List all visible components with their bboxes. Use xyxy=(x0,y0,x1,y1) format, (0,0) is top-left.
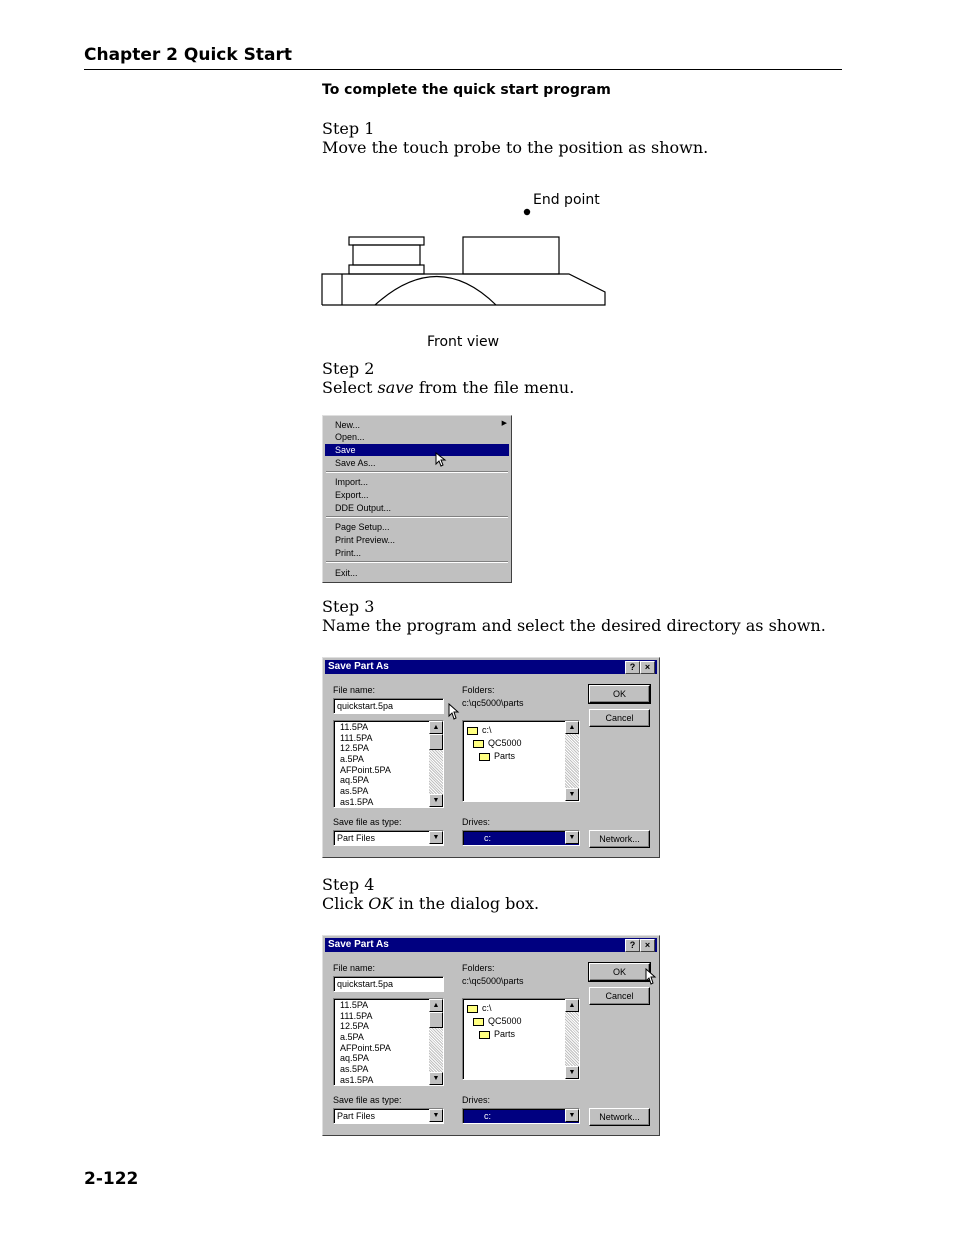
scroll-up-icon[interactable]: ▲ xyxy=(565,999,579,1012)
scroll-thumb[interactable] xyxy=(429,1012,443,1028)
menu-item-save[interactable]: Save xyxy=(325,444,509,456)
folder-item-root[interactable]: c:\ xyxy=(467,724,492,736)
chevron-down-icon[interactable]: ▼ xyxy=(565,1109,579,1122)
network-button[interactable]: Network... xyxy=(589,1108,650,1126)
list-item[interactable]: 12.5PA xyxy=(340,743,369,754)
step-2 xyxy=(322,359,574,397)
close-button[interactable]: × xyxy=(640,661,655,674)
folders-path: c:\qc5000\parts xyxy=(462,976,524,986)
list-item[interactable]: a.5PA xyxy=(340,1032,364,1043)
scroll-down-icon[interactable]: ▼ xyxy=(429,1072,443,1085)
menu-item-import[interactable]: Import... xyxy=(335,477,369,487)
menu-item-exit[interactable]: Exit... xyxy=(335,568,358,578)
menu-item-page-setup[interactable]: Page Setup... xyxy=(335,522,390,532)
scroll-up-icon[interactable]: ▲ xyxy=(429,999,443,1012)
list-item[interactable]: aq.5PA xyxy=(340,775,369,786)
menu-item-dde-output[interactable]: DDE Output... xyxy=(335,503,392,513)
menu-item-save-as[interactable]: Save As... xyxy=(335,458,376,468)
folder-open-icon xyxy=(479,753,490,761)
folder-item-qc5000[interactable]: QC5000 xyxy=(473,737,522,749)
folder-tree-scrollbar[interactable] xyxy=(565,721,579,801)
list-item[interactable]: as.5PA xyxy=(340,786,369,797)
help-button[interactable]: ? xyxy=(625,939,640,952)
cancel-button[interactable]: Cancel xyxy=(589,709,650,727)
menu-item-export[interactable]: Export... xyxy=(335,490,369,500)
mouse-pointer-icon xyxy=(448,703,460,721)
page-number: 2-122 xyxy=(84,1169,139,1189)
folder-tree[interactable] xyxy=(462,720,580,802)
scroll-down-icon[interactable]: ▼ xyxy=(565,788,579,801)
chapter-header: Chapter 2 Quick Start xyxy=(84,45,292,65)
drives-label: Drives: xyxy=(462,817,491,827)
file-list[interactable] xyxy=(333,998,444,1086)
folders-path: c:\qc5000\parts xyxy=(462,698,524,708)
network-button[interactable]: Network... xyxy=(589,830,650,848)
front-view-caption: Front view xyxy=(427,334,500,350)
list-item[interactable]: 12.5PA xyxy=(340,1021,369,1032)
step-2-text: Select save from the file menu. xyxy=(322,378,575,397)
drives-select[interactable]: c: ▼ xyxy=(462,830,580,846)
file-name-label: File name: xyxy=(333,963,376,973)
mouse-pointer-icon xyxy=(645,968,657,986)
file-name-label: File name: xyxy=(333,685,376,695)
list-item[interactable]: 11.5PA xyxy=(340,722,369,732)
scroll-down-icon[interactable]: ▼ xyxy=(565,1066,579,1079)
menu-separator xyxy=(326,516,508,518)
help-button[interactable]: ? xyxy=(625,661,640,674)
folders-label: Folders: xyxy=(462,685,495,695)
folder-item-root[interactable]: c:\ xyxy=(467,1002,492,1014)
dialog-title-bar xyxy=(325,660,657,674)
list-item[interactable]: AFPoint.5PA xyxy=(340,1042,391,1053)
dialog-title: Save Part As xyxy=(328,661,389,672)
chevron-down-icon[interactable]: ▼ xyxy=(565,831,579,844)
folder-item-parts[interactable]: Parts xyxy=(479,1028,515,1040)
submenu-arrow-icon: ▶ xyxy=(501,420,507,427)
step-4-label: Step 4 xyxy=(322,875,375,894)
save-type-select[interactable]: Part Files ▼ xyxy=(333,830,444,846)
step-4-text: Click OK in the dialog box. xyxy=(322,894,540,913)
list-item[interactable]: aq.5PA xyxy=(340,1053,369,1064)
end-point-dot xyxy=(524,209,530,215)
dialog-title-bar xyxy=(325,938,657,952)
chevron-down-icon[interactable]: ▼ xyxy=(429,1109,443,1122)
menu-item-print[interactable]: Print... xyxy=(335,548,362,558)
close-button[interactable]: × xyxy=(640,939,655,952)
save-type-select[interactable]: Part Files ▼ xyxy=(333,1108,444,1124)
folder-tree-scrollbar[interactable] xyxy=(565,999,579,1079)
mouse-pointer-icon xyxy=(435,452,447,468)
save-type-label: Save file as type: xyxy=(333,1095,402,1105)
list-item[interactable]: 111.5PA xyxy=(340,732,373,743)
chevron-down-icon[interactable]: ▼ xyxy=(429,831,443,844)
section-title: To complete the quick start program xyxy=(322,82,611,98)
ok-button[interactable]: OK xyxy=(589,963,650,981)
file-list[interactable] xyxy=(333,720,444,808)
cancel-button[interactable]: Cancel xyxy=(589,987,650,1005)
save-type-label: Save file as type: xyxy=(333,817,402,827)
step-4 xyxy=(322,875,539,913)
step-3-text: Name the program and select the desired directory as shown. xyxy=(322,616,826,635)
list-item[interactable]: 111.5PA xyxy=(340,1010,373,1021)
list-item[interactable]: as1.5PA xyxy=(340,796,374,807)
scroll-thumb[interactable] xyxy=(429,734,443,750)
list-item[interactable]: as.5PA xyxy=(340,1064,369,1075)
menu-item-print-preview[interactable]: Print Preview... xyxy=(335,535,396,545)
scroll-down-icon[interactable]: ▼ xyxy=(429,794,443,807)
menu-item-open[interactable]: Open... xyxy=(335,432,365,442)
list-item[interactable]: as1.5PA xyxy=(340,1074,374,1085)
folder-open-icon xyxy=(473,1018,484,1026)
scroll-up-icon[interactable]: ▲ xyxy=(565,721,579,734)
folder-item-qc5000[interactable]: QC5000 xyxy=(473,1015,522,1027)
folder-open-icon xyxy=(467,1005,478,1013)
step-3 xyxy=(322,597,826,635)
list-item[interactable]: 11.5PA xyxy=(340,1000,369,1010)
scroll-up-icon[interactable]: ▲ xyxy=(429,721,443,734)
save-part-as-dialog xyxy=(322,935,660,1136)
folder-open-icon xyxy=(479,1031,490,1039)
step-1 xyxy=(322,119,708,157)
save-part-as-dialog xyxy=(322,657,660,858)
menu-separator xyxy=(326,471,508,473)
file-name-input[interactable]: quickstart.5pa xyxy=(333,698,444,714)
header-rule xyxy=(84,69,842,70)
drives-select[interactable]: c: ▼ xyxy=(462,1108,580,1124)
front-view-figure xyxy=(318,188,618,356)
menu-separator xyxy=(326,561,508,563)
file-list-scrollbar[interactable] xyxy=(429,999,443,1085)
step-2-label: Step 2 xyxy=(322,359,375,378)
folder-item-parts[interactable]: Parts xyxy=(479,750,515,762)
file-name-input[interactable]: quickstart.5pa xyxy=(333,976,444,992)
step-3-label: Step 3 xyxy=(322,597,375,616)
step-1-text: Move the touch probe to the position as shown. xyxy=(322,138,709,157)
folders-label: Folders: xyxy=(462,963,495,973)
file-list-scrollbar[interactable] xyxy=(429,721,443,807)
file-menu xyxy=(322,415,512,583)
ok-button[interactable]: OK xyxy=(589,685,650,703)
end-point-label: End point xyxy=(533,192,600,208)
folder-open-icon xyxy=(473,740,484,748)
list-item[interactable]: a.5PA xyxy=(340,754,364,765)
menu-item-new[interactable]: New... xyxy=(335,420,361,430)
drives-label: Drives: xyxy=(462,1095,491,1105)
folder-open-icon xyxy=(467,727,478,735)
list-item[interactable]: AFPoint.5PA xyxy=(340,764,391,775)
step-1-label: Step 1 xyxy=(322,119,375,138)
dialog-title: Save Part As xyxy=(328,939,389,950)
folder-tree[interactable] xyxy=(462,998,580,1080)
